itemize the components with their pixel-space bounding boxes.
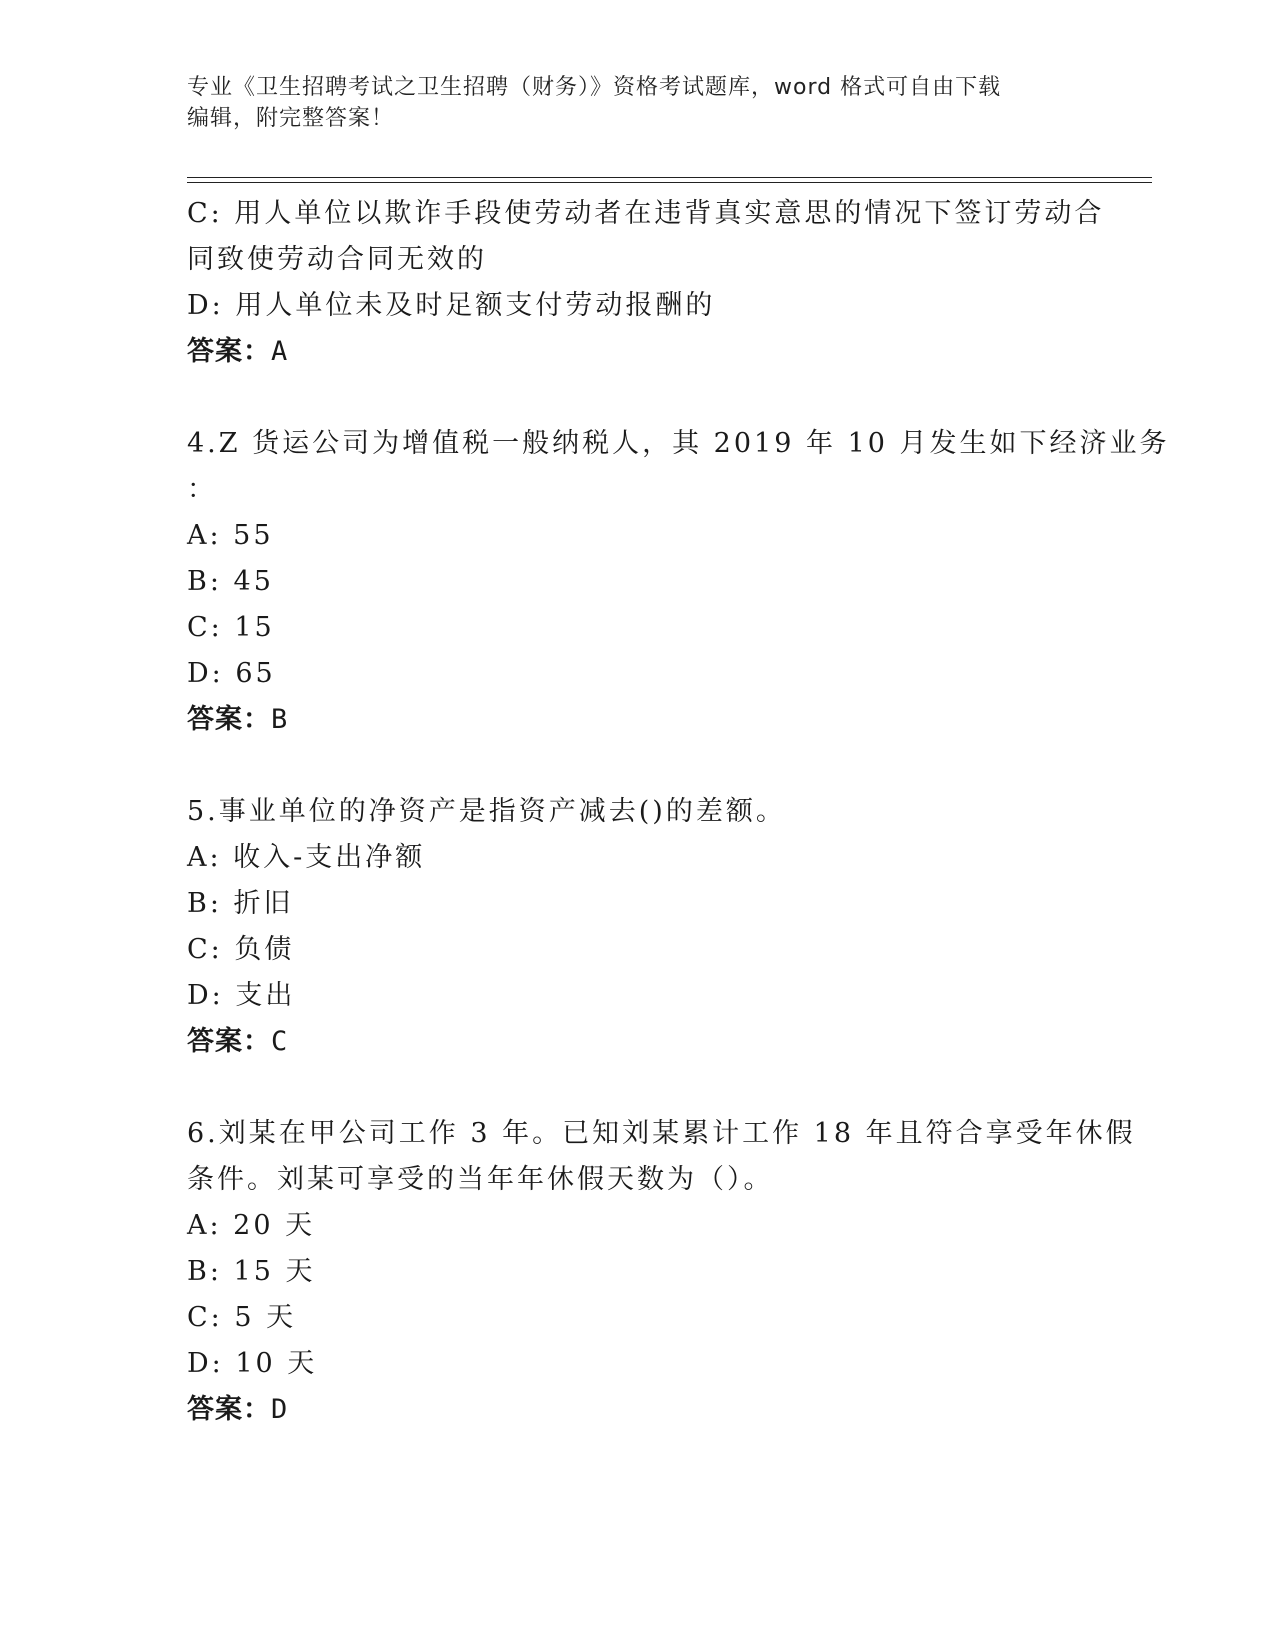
- header-divider-bottom: [187, 182, 1152, 183]
- option-c: C: 5 天: [187, 1302, 297, 1333]
- header-line-1: 专业《卫生招聘考试之卫生招聘（财务）》资格考试题库，word 格式可自由下载: [187, 75, 1002, 100]
- option-c: C: 15: [187, 612, 275, 643]
- question-5: [187, 789, 1087, 1065]
- option-d: D: 用人单位未及时足额支付劳动报酬的: [187, 290, 716, 321]
- option-b: B: 45: [187, 566, 274, 597]
- question-stem: 6.刘某在甲公司工作 3 年。已知刘某累计工作 18 年且符合享受年休假: [187, 1118, 1136, 1149]
- option-b: B: 折旧: [187, 888, 294, 919]
- answer-label: 答案：: [187, 1394, 271, 1425]
- answer-line: [187, 1387, 1087, 1433]
- option-a: A: 收入-支出净额: [187, 842, 426, 873]
- answer-value: A: [271, 336, 289, 367]
- option-c: C: 用人单位以欺诈手段使劳动者在违背真实意思的情况下签订劳动合: [187, 198, 1105, 229]
- question-3-continued: [187, 191, 1105, 375]
- option-d: D: 10 天: [187, 1348, 318, 1379]
- question-stem-continued: 条件。刘某可享受的当年年休假天数为（）。: [187, 1164, 774, 1195]
- answer-value: D: [271, 1394, 289, 1425]
- option-d: D: 65: [187, 658, 276, 689]
- option-b: B: 15 天: [187, 1256, 316, 1287]
- question-stem: 5.事业单位的净资产是指资产减去()的差额。: [187, 796, 786, 827]
- question-stem: 4.Z 货运公司为增值税一般纳税人，其 2019 年 10 月发生如下经济业务: [187, 428, 1170, 459]
- option-a: A: 20 天: [187, 1210, 316, 1241]
- header-line-2: 编辑，附完整答案！: [187, 106, 395, 131]
- document-header: [187, 72, 1067, 134]
- answer-line: [187, 329, 1087, 375]
- option-d: D: 支出: [187, 980, 296, 1011]
- answer-label: 答案：: [187, 704, 271, 735]
- answer-value: B: [271, 704, 289, 735]
- question-stem-continued: ：: [187, 474, 217, 505]
- header-divider-top: [187, 177, 1152, 178]
- question-content: [187, 191, 1170, 1433]
- answer-label: 答案：: [187, 336, 271, 367]
- answer-line: [187, 697, 1087, 743]
- question-6: [187, 1111, 1136, 1433]
- answer-label: 答案：: [187, 1026, 271, 1057]
- option-a: A: 55: [187, 520, 274, 551]
- option-c: C: 负债: [187, 934, 295, 965]
- answer-value: C: [271, 1026, 289, 1057]
- option-c-continued: 同致使劳动合同无效的: [187, 244, 487, 275]
- answer-line: [187, 1019, 1087, 1065]
- question-4: [187, 421, 1170, 743]
